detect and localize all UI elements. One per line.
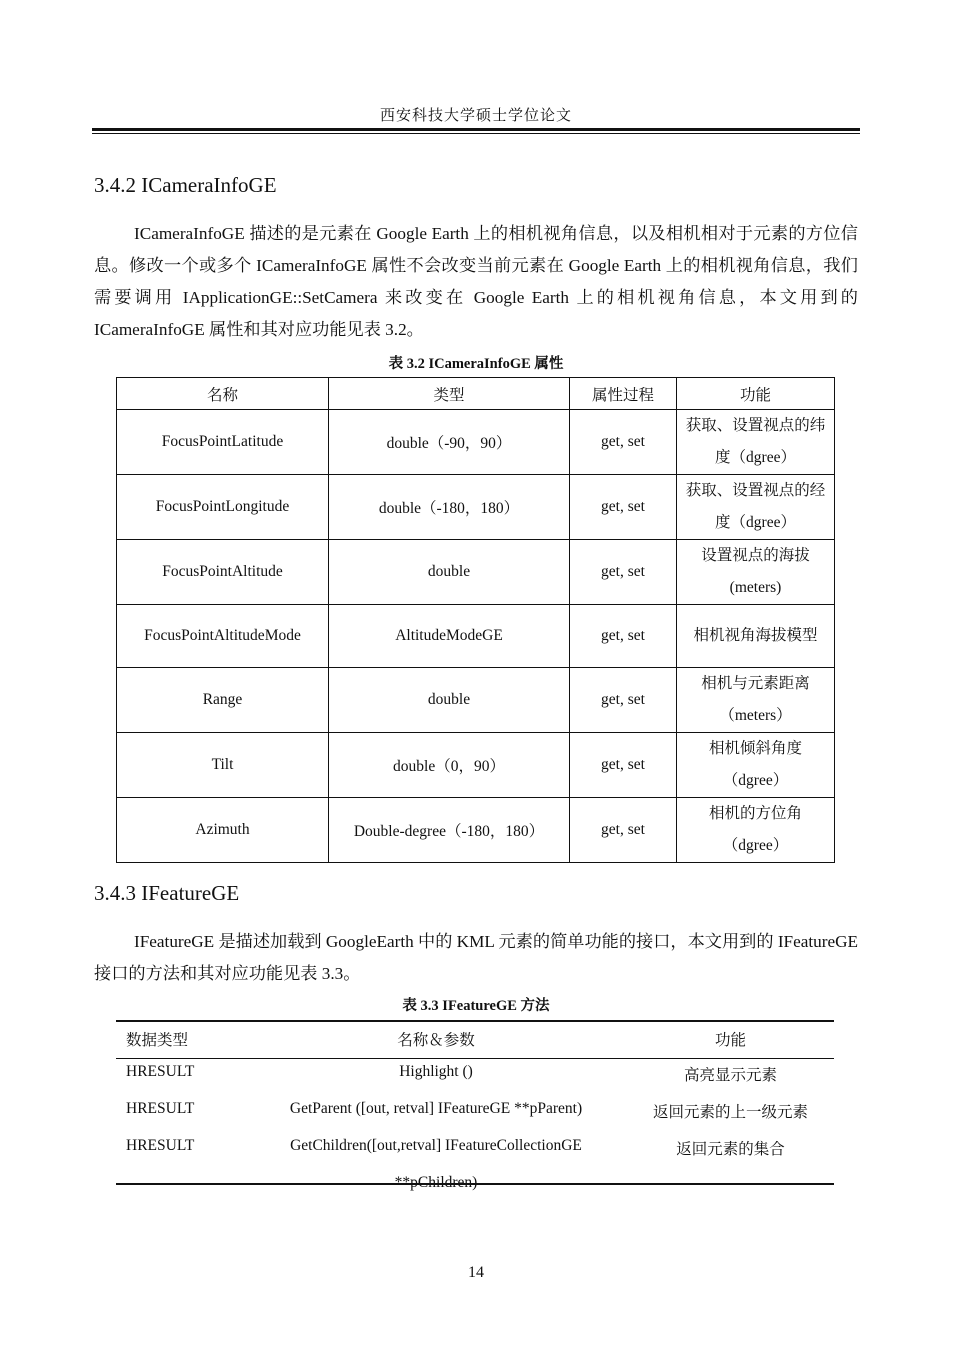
column-header-signature: 名称＆参数: [245, 1020, 627, 1059]
property-function: 获取、设置视点的纬度（dgree）: [677, 410, 835, 475]
section-heading-342: 3.4.2 ICameraInfoGE: [94, 173, 277, 197]
property-function: 设置视点的海拔(meters): [677, 540, 835, 605]
property-accessor: get, set: [570, 798, 677, 863]
running-header: 西安科技大学硕士学位论文: [379, 106, 572, 124]
property-name: FocusPointLongitude: [117, 475, 329, 540]
method-signature: GetParent ([out, retval] IFeatureGE **pParent): [289, 1100, 583, 1117]
property-function: 相机的方位角（dgree）: [677, 798, 835, 863]
method-signature-continued: [245, 1170, 627, 1207]
table-top-rule: [116, 1020, 834, 1022]
method-signature: Highlight (): [399, 1063, 473, 1080]
property-accessor: get, set: [570, 475, 677, 540]
section-342-paragraph: [94, 218, 858, 346]
section-343-paragraph: [94, 926, 858, 990]
property-name: FocusPointLatitude: [117, 410, 329, 475]
property-type: Double-degree（-180，180）: [329, 798, 570, 863]
section-342-text: ICameraInfoGE 描述的是元素在 Google Earth 上的相机视角信息，以及相机相对于元素的方位信息。修改一个或多个 ICameraInfoGE 属性不会改变当前元素在 Google Earth 上的相机视角信息，我们需要调用 IApplicationGE::SetCamera 来改变在 Google Earth 上的相机视角信息，本文用到的 ICameraInfoGE 属性和其对应功能见表 3.2。: [94, 224, 858, 339]
page-number: 14: [468, 1264, 484, 1281]
property-type: double: [329, 540, 570, 605]
property-name: Range: [117, 668, 329, 733]
section-343-text: IFeatureGE 是描述加载到 GoogleEarth 中的 KML 元素的简单功能的接口，本文用到的 IFeatureGE 接口的方法和其对应功能见表 3.3。: [94, 932, 858, 983]
table-row: [116, 1133, 834, 1170]
property-function: 获取、设置视点的经度（dgree）: [677, 475, 835, 540]
property-accessor: get, set: [570, 605, 677, 668]
methods-table-wrapper: [116, 1020, 834, 1207]
section-heading-343: 3.4.3 IFeatureGE: [94, 881, 240, 905]
method-return-type: HRESULT: [126, 1100, 195, 1117]
header-rule-thin: [92, 133, 860, 134]
property-name: FocusPointAltitude: [117, 540, 329, 605]
table-row: [117, 798, 835, 863]
property-name: FocusPointAltitudeMode: [117, 605, 329, 668]
property-accessor: get, set: [570, 410, 677, 475]
table-row: [117, 605, 835, 668]
property-function: 相机视角海拔模型: [677, 605, 835, 668]
feature-methods-table: [116, 1020, 834, 1207]
property-accessor: get, set: [570, 540, 677, 605]
property-type: double（-180，180）: [329, 475, 570, 540]
method-function: [627, 1170, 834, 1207]
method-return-type: [116, 1170, 245, 1207]
property-function: 相机与元素距离（meters）: [677, 668, 835, 733]
table-row: [116, 1059, 834, 1097]
method-return-type: HRESULT: [126, 1137, 195, 1154]
method-function: 返回元素的集合: [676, 1141, 785, 1158]
table-bottom-rule: [116, 1183, 834, 1185]
table-row: [116, 1170, 834, 1207]
table-row: [117, 475, 835, 540]
camera-properties-table: [116, 377, 835, 863]
column-header-function: 功能: [677, 378, 835, 410]
method-function: 高亮显示元素: [683, 1067, 777, 1084]
property-type: double: [329, 668, 570, 733]
table-32-caption: 表 3.2 ICameraInfoGE 属性: [388, 356, 564, 372]
table-header-row: [117, 378, 835, 410]
table-row: [116, 1096, 834, 1133]
property-name: Azimuth: [117, 798, 329, 863]
table-header-row: [116, 1020, 834, 1059]
property-function: 相机倾斜角度（dgree）: [677, 733, 835, 798]
table-33-caption: 表 3.3 IFeatureGE 方法: [402, 998, 550, 1014]
header-rule: [92, 128, 860, 131]
property-accessor: get, set: [570, 733, 677, 798]
property-accessor: get, set: [570, 668, 677, 733]
method-return-type: HRESULT: [126, 1063, 195, 1080]
method-signature: GetChildren([out,retval] IFeatureCollectionGE: [290, 1137, 582, 1154]
property-name: Tilt: [117, 733, 329, 798]
property-type: double（-90，90）: [329, 410, 570, 475]
property-type: AltitudeModeGE: [329, 605, 570, 668]
table-row: [117, 733, 835, 798]
column-header-datatype: 数据类型: [116, 1020, 245, 1059]
table-row: [117, 540, 835, 605]
table-row: [117, 410, 835, 475]
table-row: [117, 668, 835, 733]
column-header-accessor: 属性过程: [570, 378, 677, 410]
property-type: double（0，90）: [329, 733, 570, 798]
column-header-type: 类型: [329, 378, 570, 410]
column-header-function: 功能: [627, 1020, 834, 1059]
column-header-name: 名称: [117, 378, 329, 410]
method-function: 返回元素的上一级元素: [652, 1104, 808, 1121]
